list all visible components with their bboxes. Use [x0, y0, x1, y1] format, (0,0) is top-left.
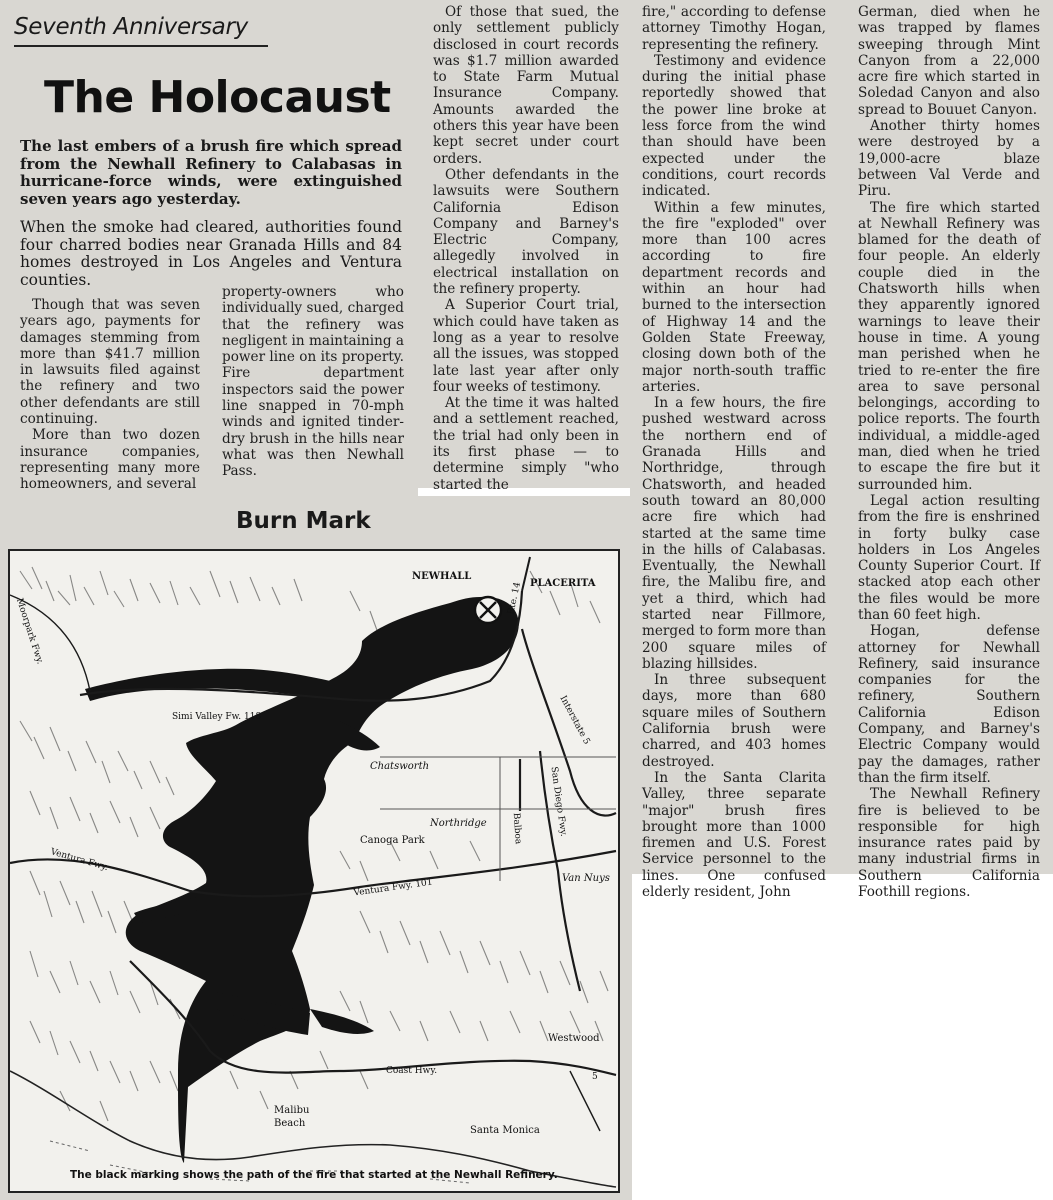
- label-canoga-park: Canoga Park: [360, 835, 425, 846]
- paragraph: More than two dozen insurance companies, representing many more homeowners, and several: [20, 427, 200, 493]
- label-route-5: 5: [592, 1072, 598, 1082]
- article-column-2: [222, 284, 404, 480]
- paragraph: Of those that sued, the only settlement publicly disclosed in court records was $1.7 million awarded to State Farm Mutual Insurance Company. Amounts awarded the others this year have been kept secret under court orders.: [433, 4, 619, 167]
- label-chatsworth: Chatsworth: [370, 761, 430, 772]
- paragraph: A Superior Court trial, which could have taken as long as a year to resolve all the issues, was stopped late last year after only four weeks of testimony.: [433, 297, 619, 395]
- paragraph: Legal action resulting from the fire is enshrined in forty bulky case holders in Los Angeles County Superior Court. If stacked atop each other the files would be more than 60 feet high.: [858, 492, 1040, 623]
- burn-area: [85, 597, 519, 1163]
- paragraph: Another thirty homes were destroyed by a 19,000-acre blaze between Val Verde and Piru.: [858, 118, 1040, 200]
- paragraph: At the time it was halted and a settlement reached, the trial had only been in its first phase — to determine simply "who started the: [433, 395, 619, 493]
- paragraph: The fire which started at Newhall Refinery was blamed for the death of four people. An elderly couple died in the Chatsworth hills when they apparently ignored warnings to leave their house in time. A young man perished when he tried to re-enter the fire area to save personal belongings, according to police reports. The fourth individual, a middle-aged man, died when he tried to escape the fire but it surrounded him.: [858, 199, 1040, 493]
- article-column-4: [642, 4, 826, 900]
- article-column-1: [20, 297, 200, 493]
- label-san-diego-fwy: San Diego Fwy.: [548, 766, 569, 838]
- label-moorpark: Moorpark Fwy.: [13, 597, 45, 666]
- map-caption: The black marking shows the path of the fire that started at the Newhall Refinery.: [70, 1169, 558, 1181]
- headline: The Holocaust: [44, 72, 391, 123]
- label-beach: Beach: [274, 1118, 306, 1129]
- label-coast-hwy: Coast Hwy.: [386, 1066, 438, 1076]
- paragraph: Other defendants in the lawsuits were Southern California Edison Company and Barney's Electric Company, allegedly involved in electrical installation on the refinery property.: [433, 166, 619, 298]
- paragraph: fire," according to defense attorney Timothy Hogan, representing the refinery.: [642, 4, 826, 53]
- label-northridge: Northridge: [430, 818, 487, 829]
- paragraph: Though that was seven years ago, payments for damages stemming from more than $41.7 million in lawsuits filed against the refinery and two other defendants are still continuing.: [20, 297, 200, 428]
- label-interstate5: Interstate 5: [557, 694, 592, 747]
- label-van-nuys: Van Nuys: [562, 873, 610, 884]
- label-newhall: NEWHALL: [412, 571, 472, 582]
- paragraph: Testimony and evidence during the initial phase reportedly showed that the power line broke at less force from the wind than should have been expected under the conditions, court records indicated.: [642, 52, 826, 200]
- article-column-5: [858, 4, 1040, 900]
- paragraph: property-owners who individually sued, charged that the refinery was negligent in maintaining a power line on its property. Fire department inspectors said the power line snapped in 70-mph winds and ignited tinder-dry brush in the hills near what was then Newhall Pass.: [222, 284, 404, 480]
- paragraph: German, died when he was trapped by flames sweeping through Mint Canyon from a 22,000 acre fire which started in Soledad Canyon and also spread to Bouuet Canyon.: [858, 4, 1040, 118]
- paragraph: The Newhall Refinery fire is believed to be responsible for high insurance rates paid by many industrial firms in Southern California Foothill regions.: [858, 786, 1040, 901]
- fire-map: [8, 549, 620, 1193]
- label-ventura-fwy: Ventura Fwy.: [49, 847, 110, 874]
- paragraph: In the Santa Clarita Valley, three separate "major" brush fires brought more than 1000 firemen and U.S. Forest Service personnel to the lines. One confused elderly resident, John: [642, 769, 826, 901]
- map-svg: [10, 551, 618, 1191]
- paragraph: In a few hours, the fire pushed westward across the northern end of Granada Hills and Northridge, through Chatsworth, and headed south toward an 80,000 acre fire which had started at the same time in the hills of Calabasas. Eventually, the Newhall fire, the Malibu fire, and yet a third, which had started near Fillmore, merged to form more than 200 square miles of blazing hillsides.: [642, 395, 826, 672]
- roads: [10, 557, 616, 1131]
- label-balboa: Balboa: [510, 812, 523, 845]
- refinery-marker-icon: [475, 597, 501, 623]
- label-malibu: Malibu: [274, 1105, 310, 1116]
- deck: The last embers of a brush fire which spread from the Newhall Refinery to Calabasas in hurricane-force winds, were extinguished seven years ago yesterday.: [20, 137, 402, 208]
- paragraph: Hogan, defense attorney for Newhall Refinery, said insurance companies for the refinery, Southern California Edison Company, and Barney's Electric Company would pay the damages, rather than the firm itself.: [858, 623, 1040, 786]
- label-placerita: PLACERITA: [530, 578, 596, 589]
- label-rte14: Rte. 14: [506, 581, 523, 616]
- label-ventura-101: Ventura Fwy. 101: [353, 877, 434, 899]
- label-westwood: Westwood: [548, 1033, 600, 1044]
- label-simi: Simi Valley Fw. 118: [172, 712, 262, 722]
- kicker: Seventh Anniversary: [14, 14, 248, 40]
- map-title: Burn Mark: [236, 508, 371, 534]
- label-santa-monica: Santa Monica: [470, 1125, 540, 1136]
- lead-paragraph: When the smoke had cleared, authorities found four charred bodies near Granada Hills and 84 homes destroyed in Los Angeles and Ventura counties.: [20, 218, 402, 289]
- paragraph: In three subsequent days, more than 680 square miles of Southern California brush were charred, and 403 homes destroyed.: [642, 672, 826, 770]
- article-column-3: [433, 4, 619, 493]
- kicker-underline: [14, 45, 268, 47]
- paragraph: Within a few minutes, the fire "exploded" over more than 100 acres according to fire department records and within an hour had burned to the intersection of Highway 14 and the Golden State Freeway, closing down both of the major north-south traffic arteries.: [642, 199, 826, 395]
